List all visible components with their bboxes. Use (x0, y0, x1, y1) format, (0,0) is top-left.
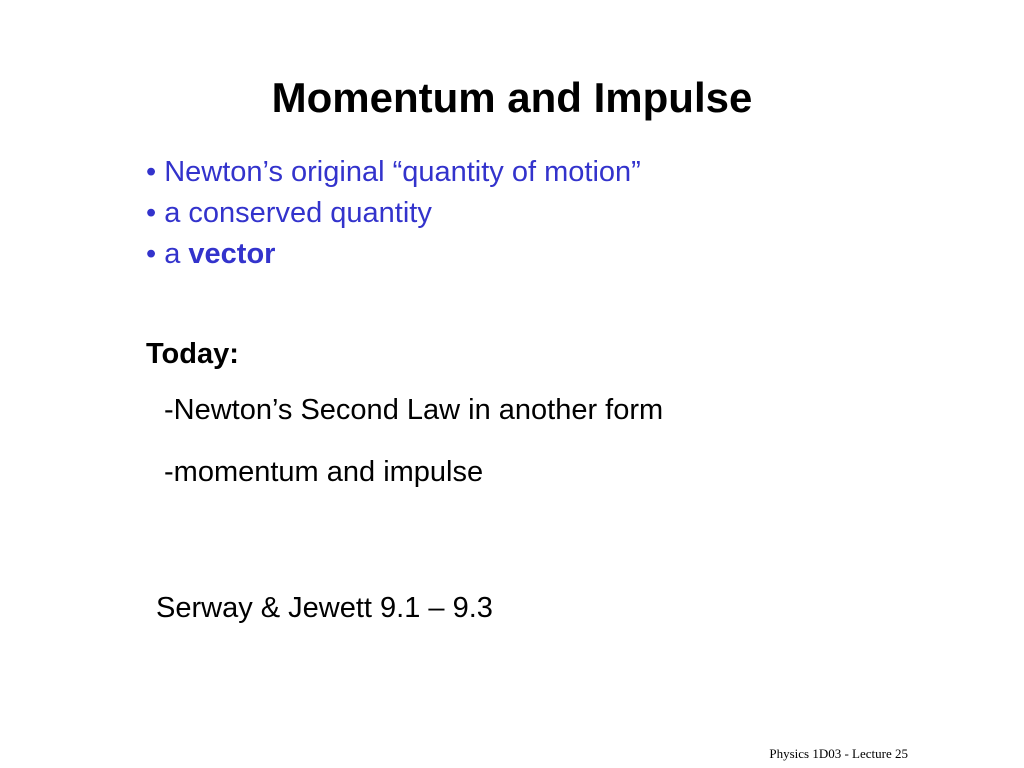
reading-reference: Serway & Jewett 9.1 – 9.3 (156, 592, 493, 624)
slide-title: Momentum and Impulse (271, 74, 753, 121)
agenda-item-second-law: -Newton’s Second Law in another form (164, 394, 664, 426)
agenda-item-momentum-impulse: -momentum and impulse (164, 456, 484, 488)
bullet-item-conserved-quantity: • a conserved quantity (146, 197, 432, 229)
bullet-list (146, 152, 641, 275)
bullet-item-vector-prefix: • a (146, 238, 189, 270)
bullet-item-vector-emphasis: vector (188, 238, 276, 270)
today-label: Today: (146, 338, 239, 370)
bullet-item-vector (146, 234, 641, 275)
slide-footer: Physics 1D03 - Lecture 25 (769, 746, 908, 761)
bullet-item-quantity-of-motion: • Newton’s original “quantity of motion” (146, 156, 641, 188)
